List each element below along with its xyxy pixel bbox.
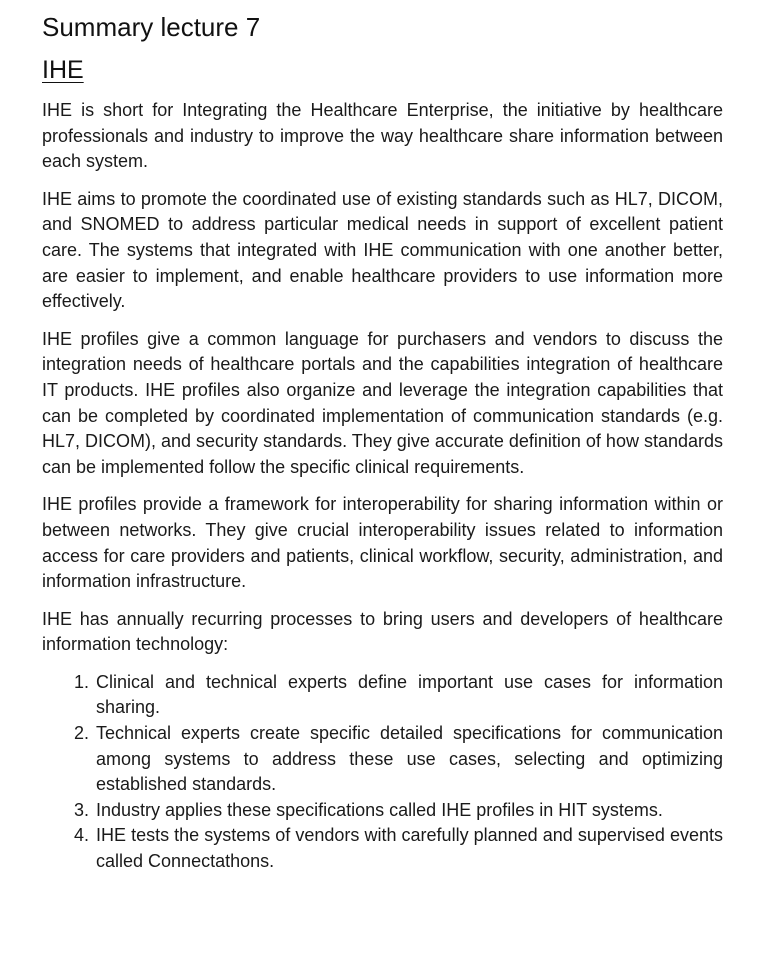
paragraph: IHE is short for Integrating the Healthcare Enterprise, the initiative by healthcare professionals and industry to improve the way healthcare share information between each system. xyxy=(42,100,723,172)
numbered-list xyxy=(42,670,723,875)
list-item: 3. Industry applies these specifications called IHE profiles in HIT systems. xyxy=(94,798,723,824)
paragraph: IHE profiles give a common language for purchasers and vendors to discuss the integration needs of healthcare portals and the capabilities integration of healthcare IT products. IHE profiles also organize and leverage the integration capabilities that can be completed by coordinated implementation of communication standards (e.g. HL7, DICOM), and security standards. They give accurate definition of how standards can be implemented follow the specific clinical requirements. xyxy=(42,328,724,477)
document-page xyxy=(42,8,723,875)
paragraph: IHE profiles provide a framework for interoperability for sharing information within or between networks. They give crucial interoperability issues related to information access for care providers and patients, clinical workflow, security, administration, and information infrastructure. xyxy=(42,494,723,592)
list-item: 4. IHE tests the systems of vendors with carefully planned and supervised events called Connectathons. xyxy=(94,823,723,874)
paragraph: IHE has annually recurring processes to bring users and developers of healthcare information technology: xyxy=(42,608,723,655)
list-item: 1. Clinical and technical experts define important use cases for information sharing. xyxy=(94,670,723,721)
paragraph: IHE aims to promote the coordinated use of existing standards such as HL7, DICOM, and SNOMED to address particular medical needs in support of excellent patient care. The systems that integrated with IHE communication with one another better, are easier to implement, and enable healthcare providers to use information more effectively. xyxy=(42,188,723,312)
document-title: Summary lecture 7 xyxy=(42,12,261,42)
list-item: 2. Technical experts create specific detailed specifications for communication among systems to address these use cases, selecting and optimizing established standards. xyxy=(94,721,723,798)
section-heading: IHE xyxy=(42,56,84,84)
